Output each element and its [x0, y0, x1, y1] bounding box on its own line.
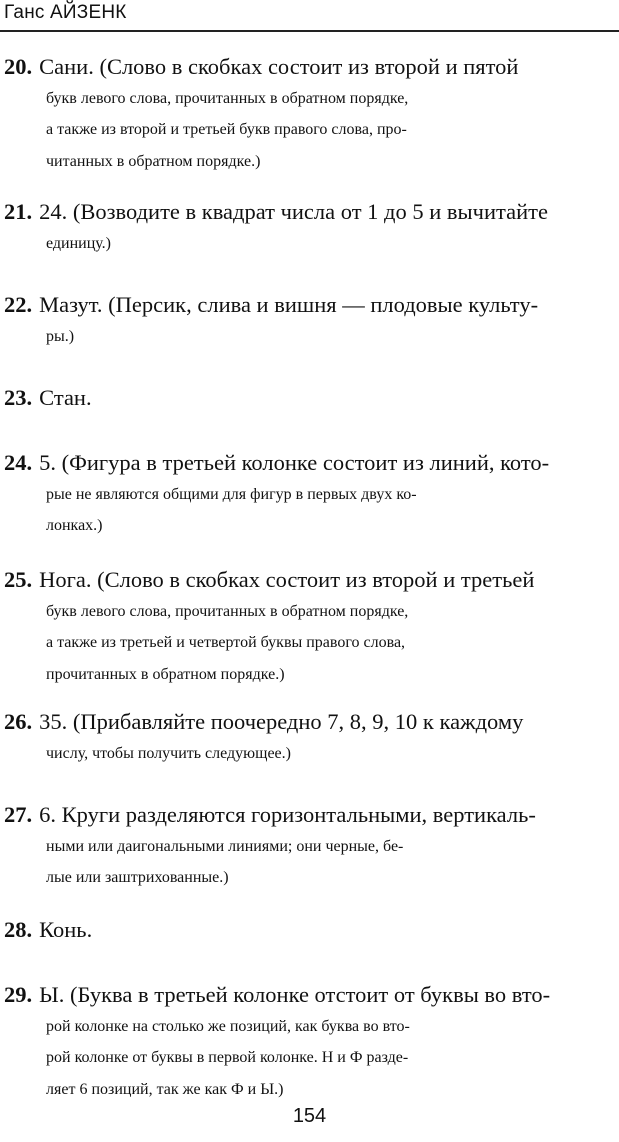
answer-line [4, 196, 614, 228]
running-head: Ганс АЙЗЕНК [4, 2, 127, 23]
answer-line [4, 447, 614, 479]
answer-text: лые или заштрихованные.) [46, 869, 229, 886]
answer-line [4, 706, 614, 738]
answer-number: 20. [4, 54, 33, 79]
answer-text: единицу.) [46, 234, 112, 252]
answer-text: рой колонке от буквы в первой колонке. Н и Ф разде- [46, 1049, 409, 1066]
answer-item [4, 979, 614, 1105]
answer-number: 29. [4, 982, 33, 1007]
answer-line [4, 799, 614, 831]
answer-line [4, 659, 614, 691]
answer-text: Стан. [39, 385, 92, 410]
answer-text: числу, чтобы получить следующее.) [46, 744, 291, 762]
page-number: 154 [292, 1105, 327, 1127]
answer-text: ры.) [46, 327, 75, 345]
answer-text: рые не являются общими для фигур в первых двух ко- [46, 485, 417, 503]
answer-text: букв левого слова, прочитанных в обратном порядке, [46, 89, 409, 107]
answer-line [4, 1074, 614, 1106]
answer-text: читанных в обратном порядке.) [46, 152, 261, 170]
answer-text: ными или даигональными линиями; они черные, бе- [46, 837, 404, 855]
answer-line [4, 627, 614, 659]
answer-line [4, 83, 614, 115]
answer-line [4, 831, 614, 863]
answer-text: 5. (Фигура в третьей колонке состоит из линий, кото- [39, 450, 550, 475]
answer-text: Конь. [39, 917, 93, 942]
answer-text: рой колонке на столько же позиций, как буква во вто- [46, 1017, 410, 1035]
answer-item [4, 564, 614, 690]
answer-text: прочитанных в обратном порядке.) [46, 665, 285, 683]
answer-line [4, 596, 614, 628]
answer-item [4, 799, 614, 894]
answer-text: Ы. (Буква в третьей колонке отстоит от буквы во вто- [39, 982, 551, 1007]
answer-text: а также из второй и третьей букв правого слова, про- [46, 121, 407, 138]
answer-text: Нога. (Слово в скобках состоит из второй и третьей [39, 567, 535, 592]
answer-text: ляет 6 позиций, так же как Ф и Ы.) [46, 1080, 284, 1098]
answer-text: 35. (Прибавляйте поочередно 7, 8, 9, 10 к каждому [39, 709, 524, 734]
answer-line [4, 862, 614, 894]
answer-number: 27. [4, 802, 33, 827]
answer-text: 24. (Возводите в квадрат числа от 1 до 5 и вычитайте [39, 199, 548, 224]
answer-line [4, 1042, 614, 1074]
answer-line [4, 382, 614, 414]
answer-line [4, 146, 614, 178]
answer-number: 26. [4, 709, 33, 734]
answer-item [4, 447, 614, 542]
answer-text: Сани. (Слово в скобках состоит из второй и пятой [39, 54, 519, 79]
answer-line [4, 51, 614, 83]
answer-line [4, 979, 614, 1011]
answer-line [4, 510, 614, 542]
answer-item [4, 289, 614, 352]
answer-item [4, 914, 614, 946]
answer-text: букв левого слова, прочитанных в обратном порядке, [46, 602, 409, 620]
answer-line [4, 289, 614, 321]
answer-line [4, 914, 614, 946]
answer-item [4, 196, 614, 259]
answer-line [4, 321, 614, 353]
answer-line [4, 1011, 614, 1043]
answer-number: 23. [4, 385, 33, 410]
answer-line [4, 114, 614, 146]
answer-number: 28. [4, 917, 33, 942]
answer-line [4, 738, 614, 770]
answer-line [4, 479, 614, 511]
answer-item [4, 51, 614, 177]
answer-number: 25. [4, 567, 33, 592]
answer-line [4, 228, 614, 260]
answer-number: 22. [4, 292, 33, 317]
answer-item [4, 382, 614, 414]
answer-text: а также из третьей и четвертой буквы правого слова, [46, 634, 406, 651]
answer-text: Мазут. (Персик, слива и вишня — плодовые культу- [39, 292, 539, 317]
answer-number: 21. [4, 199, 33, 224]
answer-number: 24. [4, 450, 33, 475]
answer-text: лонках.) [46, 517, 103, 534]
answer-line [4, 564, 614, 596]
answer-item [4, 706, 614, 769]
answer-text: 6. Круги разделяются горизонтальными, вертикаль- [39, 802, 536, 827]
